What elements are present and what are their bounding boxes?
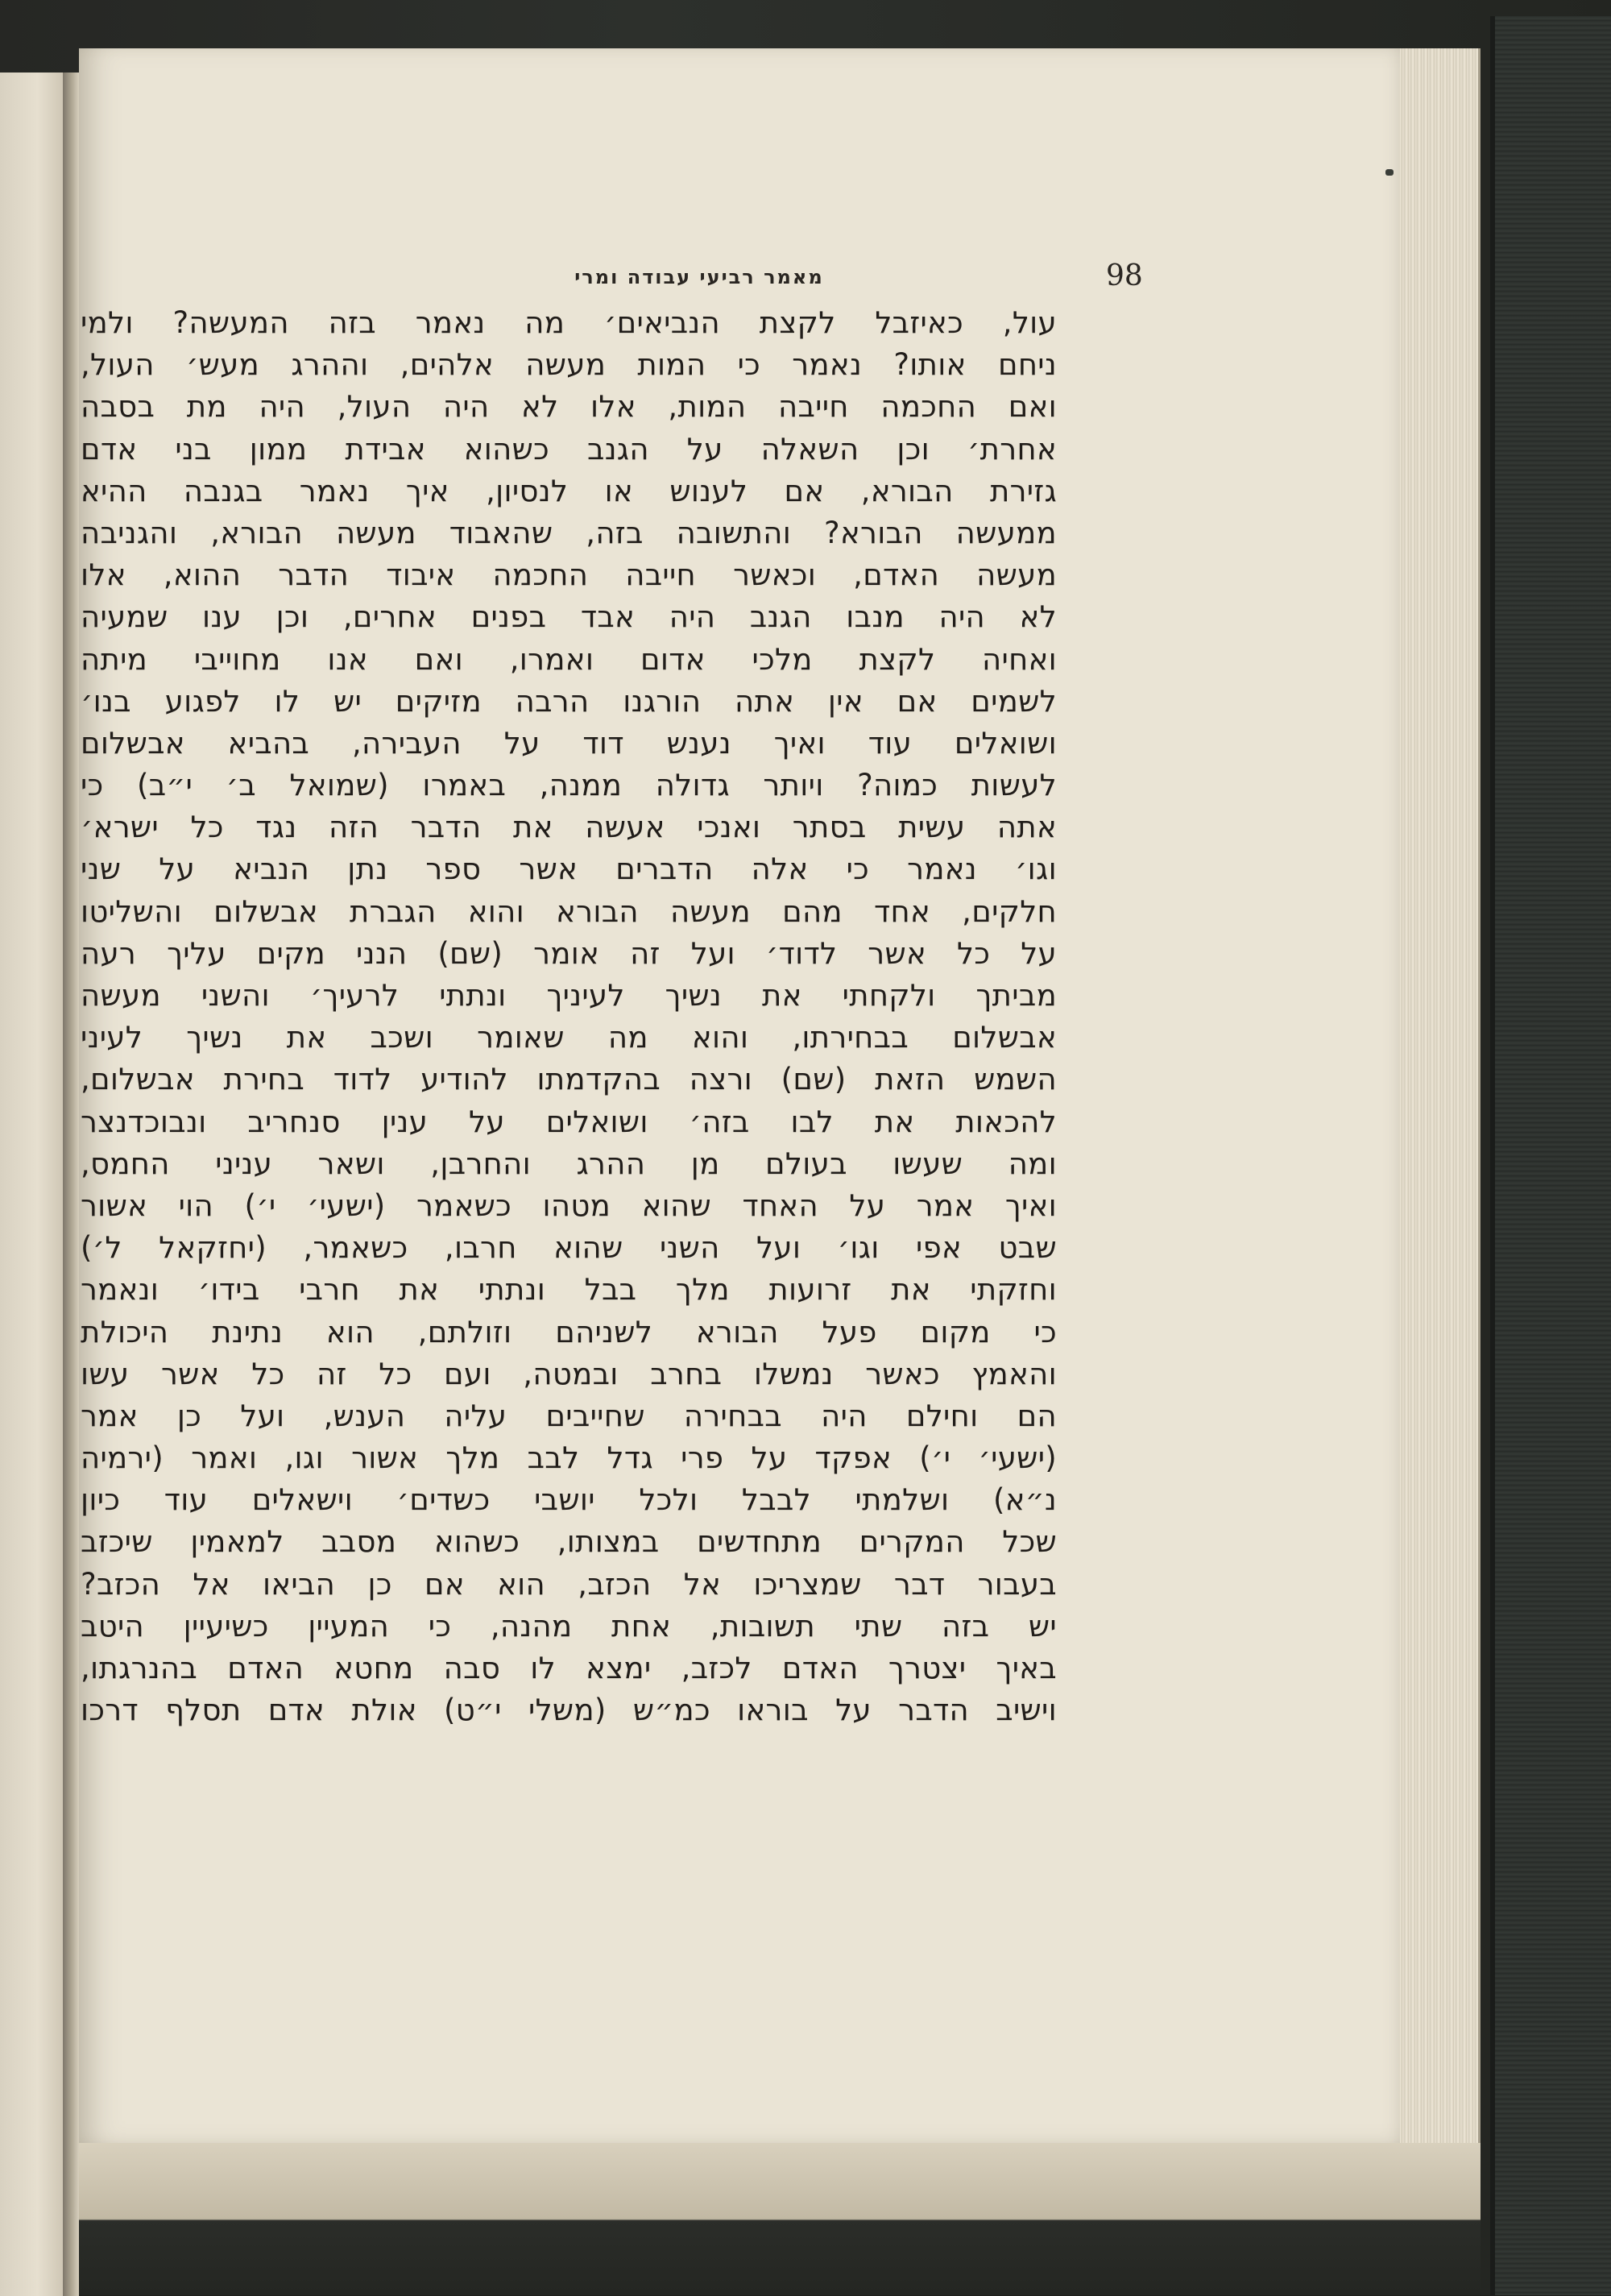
text-line: הם וחילם היה בבחירה שחייבים עליה הענש, ועל כן אמר — [81, 1398, 1057, 1433]
running-head: מאמר רביעי עבודה ומרי — [574, 266, 824, 288]
text-line: גזירת הבורא, אם לענוש או לנסיון, איך נאמר בגנבה ההיא — [81, 473, 1057, 508]
text-line: מביתך ולקחתי את נשיך לעיניך ונתתי לרעיך׳ והשני מעשה — [81, 978, 1057, 1013]
text-line: נ״א) ושלמתי לבבל ולכל יושבי כשדים׳ וישאלים עוד כיון — [81, 1482, 1057, 1518]
text-line: מעשה האדם, וכאשר חייבה החכמה איבוד הדבר ההוא, אלו — [81, 557, 1057, 593]
text-line: כי מקום פעל הבורא לשניהם וזולתם, הוא נתינת היכולת — [81, 1314, 1057, 1349]
text-line: יש בזה שתי תשובות, אחת מהנה, כי המעיין כשיעיין היטב — [81, 1608, 1057, 1643]
text-line: וישיב הדבר על בוראו כמ״ש (משלי י״ט) אולת אדם תסלף דרכו — [81, 1693, 1057, 1728]
text-line: ואיך אמר על האחד שהוא מטהו כשאמר (ישעי׳ י׳) הוי אשור — [81, 1187, 1057, 1223]
text-line: ומה שעשו בעולם מן ההרג והחרבן, ושאר עניני החמס, — [81, 1146, 1057, 1181]
text-line: חלקים, אחד מהם מעשה הבורא והוא הגברת אבשלום והשליטו — [81, 893, 1057, 929]
text-line: על כל אשר לדוד׳ ועל זה אומר (שם) הנני מקים עליך רעה — [81, 935, 1057, 971]
page-header — [79, 259, 1400, 308]
text-line: שבט אפי וגו׳ ועל השני שהוא חרבו, כשאמר, (יחזקאל ל׳) — [81, 1230, 1057, 1266]
text-line: ממעשה הבורא? והתשובה בזה, שהאבוד מעשה הבורא, והגניבה — [81, 515, 1057, 550]
text-line: וגו׳ נאמר כי אלה הדברים אשר ספר נתן הנביא על שני — [81, 852, 1057, 887]
text-line: ושואלים עוד ואיך נענש דוד על העבירה, בהביא אבשלום — [81, 725, 1057, 760]
page-edges — [1389, 48, 1481, 2175]
text-line: עול, כאיזבל לקצת הנביאים׳ מה נאמר בזה המעשה? ולמי — [81, 305, 1057, 340]
text-line: בעבור דבר שמצריכו אל הכזב, הוא אם כן הביאו אל הכזב? — [81, 1566, 1057, 1602]
page-gutter — [63, 73, 79, 2296]
text-line: להכאות את לבו בזה׳ ושואלים על ענין סנחריב ונבוכדנצר — [81, 1104, 1057, 1139]
text-line: לעשות כמוה? ויותר גדולה ממנה, באמרו (שמואל ב׳ י״ב) כי — [81, 768, 1057, 803]
ink-speck — [1385, 169, 1394, 176]
text-line: אחרת׳ וכן השאלה על הגנב כשהוא אבידת ממון בני אדם — [81, 431, 1057, 466]
text-line: (ישעי׳ י׳) אפקד על פרי גדל לבב מלך אשור וגו, ואמר (ירמיה — [81, 1440, 1057, 1476]
text-line: השמש הזאת (שם) ורצה בהקדמתו להודיע לדוד בחירת אבשלום, — [81, 1062, 1057, 1097]
text-line: אתה עשית בסתר ואנכי אעשה את הדבר הזה נגד כל ישרא׳ — [81, 810, 1057, 845]
page-bottom-edge — [79, 2143, 1481, 2295]
text-line: אבשלום בבחירתו, והוא מה שאומר ושכב את נשיך לעיני — [81, 1020, 1057, 1055]
body-text — [81, 302, 1057, 1731]
text-line: ואם החכמה חייבה המות, אלו לא היה העול, היה מת בסבה — [81, 389, 1057, 425]
text-line: ואחיה לקצת מלכי אדום ואמרו, ואם אנו מחוייבי מיתה — [81, 641, 1057, 677]
page-number: 98 — [1106, 259, 1143, 292]
text-line: לא היה מנבו הגנב היה אבד בפנים אחרים, וכן ענו שמעיה — [81, 599, 1057, 635]
text-line: שכל המקרים מתחדשים במצותו, כשהוא מסבב למאמין שיכזב — [81, 1524, 1057, 1560]
text-line: ניחם אותו? נאמר כי המות מעשה אלהים, וההרג מעש׳ העול, — [81, 347, 1057, 383]
facing-page — [0, 73, 66, 2296]
book-spine-edge — [1490, 16, 1611, 2295]
text-line: באיך יצטרך האדם לכזב, ימצא לו סבה מחטא האדם בהנרגתו, — [81, 1651, 1057, 1685]
text-line: וחזקתי את זרועות מלך בבל ונתתי את חרבי בידו׳ ונאמר — [81, 1272, 1057, 1308]
text-line: לשמים אם אין אתה הורגנו הרבה מזיקים יש לו לפגוע בנו׳ — [81, 683, 1057, 719]
text-line: והאמץ כאשר נמשלו בחרב ובמטה, ועם כל זה כל אשר עשו — [81, 1356, 1057, 1391]
